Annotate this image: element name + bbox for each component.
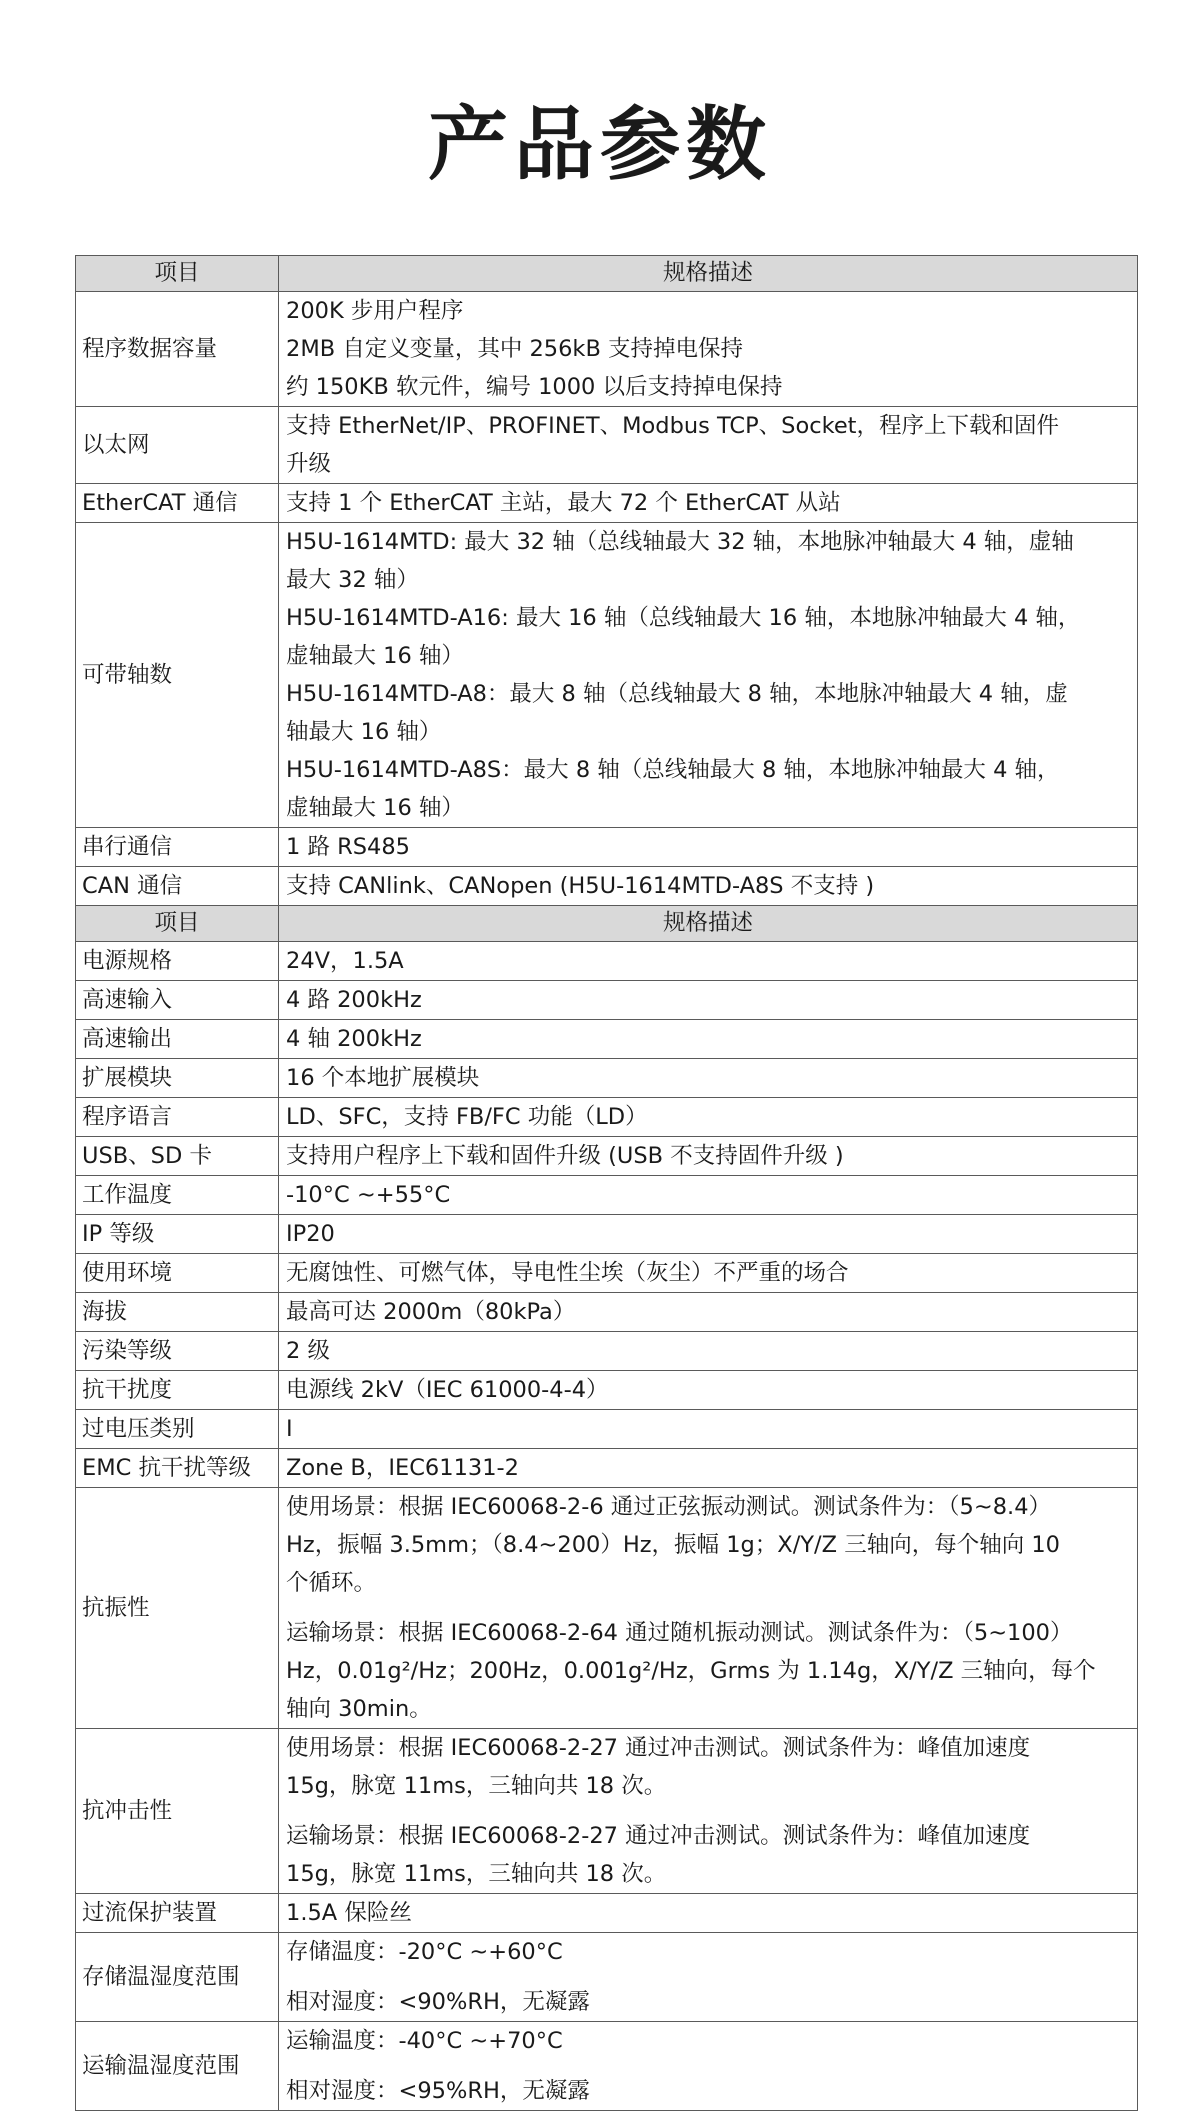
row-value bbox=[279, 1215, 1138, 1254]
spec-line: 4 路 200kHz bbox=[286, 987, 422, 1013]
spec-line: 个循环。 bbox=[286, 1570, 377, 1596]
table-row bbox=[76, 1332, 1138, 1371]
spec-line: LD、SFC，支持 FB/FC 功能（LD） bbox=[286, 1104, 648, 1130]
spec-table bbox=[75, 255, 1138, 2111]
table-header-row bbox=[76, 256, 1138, 292]
row-label: 串行通信 bbox=[76, 828, 279, 867]
row-label: 过流保护装置 bbox=[76, 1894, 279, 1933]
spec-line: 使用场景：根据 IEC60068-2-27 通过冲击测试。测试条件为：峰值加速度 bbox=[286, 1735, 1031, 1761]
row-value bbox=[279, 1176, 1138, 1215]
row-label: 高速输入 bbox=[76, 981, 279, 1020]
table-row bbox=[76, 828, 1138, 867]
table-row bbox=[76, 1933, 1138, 2022]
table-row bbox=[76, 292, 1138, 407]
spec-line: 2MB 自定义变量，其中 256kB 支持掉电保持 bbox=[286, 336, 744, 362]
table-row bbox=[76, 1254, 1138, 1293]
table-row bbox=[76, 1729, 1138, 1894]
spec-line: H5U-1614MTD-A16: 最大 16 轴（总线轴最大 16 轴，本地脉冲轴最大 4 轴， bbox=[286, 605, 1081, 631]
row-label: 可带轴数 bbox=[76, 523, 279, 828]
header-spec: 规格描述 bbox=[279, 256, 1138, 292]
spec-line: 运输场景：根据 IEC60068-2-27 通过冲击测试。测试条件为：峰值加速度 bbox=[286, 1823, 1031, 1849]
spec-line: Zone B，IEC61131-2 bbox=[286, 1455, 519, 1481]
spec-line: 轴最大 16 轴） bbox=[286, 719, 442, 745]
spec-line: -10°C ~+55°C bbox=[286, 1182, 451, 1208]
row-value bbox=[279, 981, 1138, 1020]
table-row bbox=[76, 1410, 1138, 1449]
row-label: EMC 抗干扰等级 bbox=[76, 1449, 279, 1488]
row-value bbox=[279, 1137, 1138, 1176]
row-value bbox=[279, 1729, 1138, 1894]
row-value bbox=[279, 1254, 1138, 1293]
table-row bbox=[76, 523, 1138, 828]
table-row bbox=[76, 867, 1138, 906]
row-label: 运输温湿度范围 bbox=[76, 2022, 279, 2111]
spec-line: 轴向 30min。 bbox=[286, 1696, 432, 1722]
spec-line: 最大 32 轴） bbox=[286, 567, 419, 593]
row-value bbox=[279, 1332, 1138, 1371]
spec-line: Hz，振幅 3.5mm；（8.4~200）Hz，振幅 1g；X/Y/Z 三轴向，每个轴向 10 bbox=[286, 1532, 1060, 1558]
spec-line: 运输场景：根据 IEC60068-2-64 通过随机振动测试。测试条件为：（5~100） bbox=[286, 1620, 1073, 1646]
row-value bbox=[279, 1894, 1138, 1933]
row-label: 存储温湿度范围 bbox=[76, 1933, 279, 2022]
row-value bbox=[279, 484, 1138, 523]
row-label: USB、SD 卡 bbox=[76, 1137, 279, 1176]
header-spec: 规格描述 bbox=[279, 906, 1138, 942]
row-label: 以太网 bbox=[76, 407, 279, 484]
spec-line: 支持 1 个 EtherCAT 主站，最大 72 个 EtherCAT 从站 bbox=[286, 490, 841, 516]
table-row bbox=[76, 1894, 1138, 1933]
paragraph bbox=[286, 1614, 1131, 1728]
table-row bbox=[76, 1137, 1138, 1176]
paragraph bbox=[286, 1488, 1131, 1602]
paragraph bbox=[286, 1933, 1131, 1971]
spec-line: 虚轴最大 16 轴） bbox=[286, 795, 464, 821]
header-item: 项目 bbox=[76, 906, 279, 942]
paragraph bbox=[286, 1983, 1131, 2021]
table-row bbox=[76, 1098, 1138, 1137]
spec-line: 升级 bbox=[286, 451, 332, 477]
spec-line: 使用场景：根据 IEC60068-2-6 通过正弦振动测试。测试条件为：（5~8.4） bbox=[286, 1494, 1052, 1520]
table-row bbox=[76, 1059, 1138, 1098]
spec-line: IP20 bbox=[286, 1221, 335, 1247]
spec-line: 2 级 bbox=[286, 1338, 330, 1364]
row-value bbox=[279, 2022, 1138, 2111]
header-item: 项目 bbox=[76, 256, 279, 292]
row-value bbox=[279, 1410, 1138, 1449]
row-value bbox=[279, 1371, 1138, 1410]
spec-line: 24V，1.5A bbox=[286, 948, 404, 974]
spec-line: 16 个本地扩展模块 bbox=[286, 1065, 480, 1091]
spec-line: 支持用户程序上下载和固件升级 (USB 不支持固件升级 ) bbox=[286, 1143, 844, 1169]
row-label: 工作温度 bbox=[76, 1176, 279, 1215]
row-label: 抗冲击性 bbox=[76, 1729, 279, 1894]
spec-line: 200K 步用户程序 bbox=[286, 298, 464, 324]
spec-line: H5U-1614MTD: 最大 32 轴（总线轴最大 32 轴，本地脉冲轴最大 4 轴，虚轴 bbox=[286, 529, 1074, 555]
spec-line: 支持 EtherNet/IP、PROFINET、Modbus TCP、Socket，程序上下载和固件 bbox=[286, 413, 1059, 439]
spec-line: 电源线 2kV（IEC 61000-4-4） bbox=[286, 1377, 609, 1403]
table-row bbox=[76, 407, 1138, 484]
spec-table-body bbox=[76, 256, 1138, 2111]
spec-line: H5U-1614MTD-A8：最大 8 轴（总线轴最大 8 轴，本地脉冲轴最大 4 轴，虚 bbox=[286, 681, 1068, 707]
spec-line: H5U-1614MTD-A8S：最大 8 轴（总线轴最大 8 轴，本地脉冲轴最大 4 轴， bbox=[286, 757, 1060, 783]
paragraph bbox=[286, 1817, 1131, 1893]
row-label: 程序语言 bbox=[76, 1098, 279, 1137]
spec-line: 运输温度：-40°C ~+70°C bbox=[286, 2028, 563, 2054]
row-label: 过电压类别 bbox=[76, 1410, 279, 1449]
spec-line: 无腐蚀性、可燃气体，导电性尘埃（灰尘）不严重的场合 bbox=[286, 1260, 849, 1286]
row-value bbox=[279, 1449, 1138, 1488]
spec-line: 15g，脉宽 11ms，三轴向共 18 次。 bbox=[286, 1773, 667, 1799]
row-value bbox=[279, 1488, 1138, 1729]
spec-line: 支持 CANlink、CANopen (H5U-1614MTD-A8S 不支持 ) bbox=[286, 873, 875, 899]
row-label: 抗干扰度 bbox=[76, 1371, 279, 1410]
row-label: 污染等级 bbox=[76, 1332, 279, 1371]
page-title: 产品参数 bbox=[428, 98, 772, 191]
spec-line: Ⅰ bbox=[286, 1416, 293, 1442]
table-header-row bbox=[76, 906, 1138, 942]
spec-line: 4 轴 200kHz bbox=[286, 1026, 422, 1052]
spec-line: 1.5A 保险丝 bbox=[286, 1900, 412, 1926]
table-row bbox=[76, 1293, 1138, 1332]
row-label: 使用环境 bbox=[76, 1254, 279, 1293]
table-row bbox=[76, 1449, 1138, 1488]
row-value bbox=[279, 1933, 1138, 2022]
row-value bbox=[279, 1059, 1138, 1098]
row-label: CAN 通信 bbox=[76, 867, 279, 906]
row-label: IP 等级 bbox=[76, 1215, 279, 1254]
table-row bbox=[76, 942, 1138, 981]
row-label: EtherCAT 通信 bbox=[76, 484, 279, 523]
table-row bbox=[76, 1371, 1138, 1410]
spec-line: 最高可达 2000m（80kPa） bbox=[286, 1299, 576, 1325]
spec-line: 虚轴最大 16 轴） bbox=[286, 643, 464, 669]
spec-line: 1 路 RS485 bbox=[286, 834, 410, 860]
spec-line: 约 150KB 软元件，编号 1000 以后支持掉电保持 bbox=[286, 374, 783, 400]
table-row bbox=[76, 981, 1138, 1020]
table-row bbox=[76, 1020, 1138, 1059]
row-label: 高速输出 bbox=[76, 1020, 279, 1059]
row-value bbox=[279, 1293, 1138, 1332]
row-value bbox=[279, 867, 1138, 906]
row-value bbox=[279, 1020, 1138, 1059]
row-value bbox=[279, 828, 1138, 867]
spec-line: Hz，0.01g²/Hz；200Hz，0.001g²/Hz，Grms 为 1.14g，X/Y/Z 三轴向，每个 bbox=[286, 1658, 1096, 1684]
table-row bbox=[76, 1176, 1138, 1215]
paragraph bbox=[286, 1729, 1131, 1805]
table-row bbox=[76, 1488, 1138, 1729]
row-label: 程序数据容量 bbox=[76, 292, 279, 407]
table-row bbox=[76, 484, 1138, 523]
row-value bbox=[279, 1098, 1138, 1137]
row-label: 抗振性 bbox=[76, 1488, 279, 1729]
row-value bbox=[279, 407, 1138, 484]
table-row bbox=[76, 1215, 1138, 1254]
paragraph bbox=[286, 2022, 1131, 2060]
row-label: 电源规格 bbox=[76, 942, 279, 981]
spec-line: 相对湿度：<90%RH，无凝露 bbox=[286, 1989, 590, 2015]
spec-line: 15g，脉宽 11ms，三轴向共 18 次。 bbox=[286, 1861, 667, 1887]
spec-line: 存储温度：-20°C ~+60°C bbox=[286, 1939, 563, 1965]
row-label: 海拔 bbox=[76, 1293, 279, 1332]
row-value bbox=[279, 942, 1138, 981]
paragraph bbox=[286, 2072, 1131, 2110]
row-value bbox=[279, 292, 1138, 407]
row-label: 扩展模块 bbox=[76, 1059, 279, 1098]
row-value bbox=[279, 523, 1138, 828]
table-row bbox=[76, 2022, 1138, 2111]
spec-line: 相对湿度：<95%RH，无凝露 bbox=[286, 2078, 590, 2104]
